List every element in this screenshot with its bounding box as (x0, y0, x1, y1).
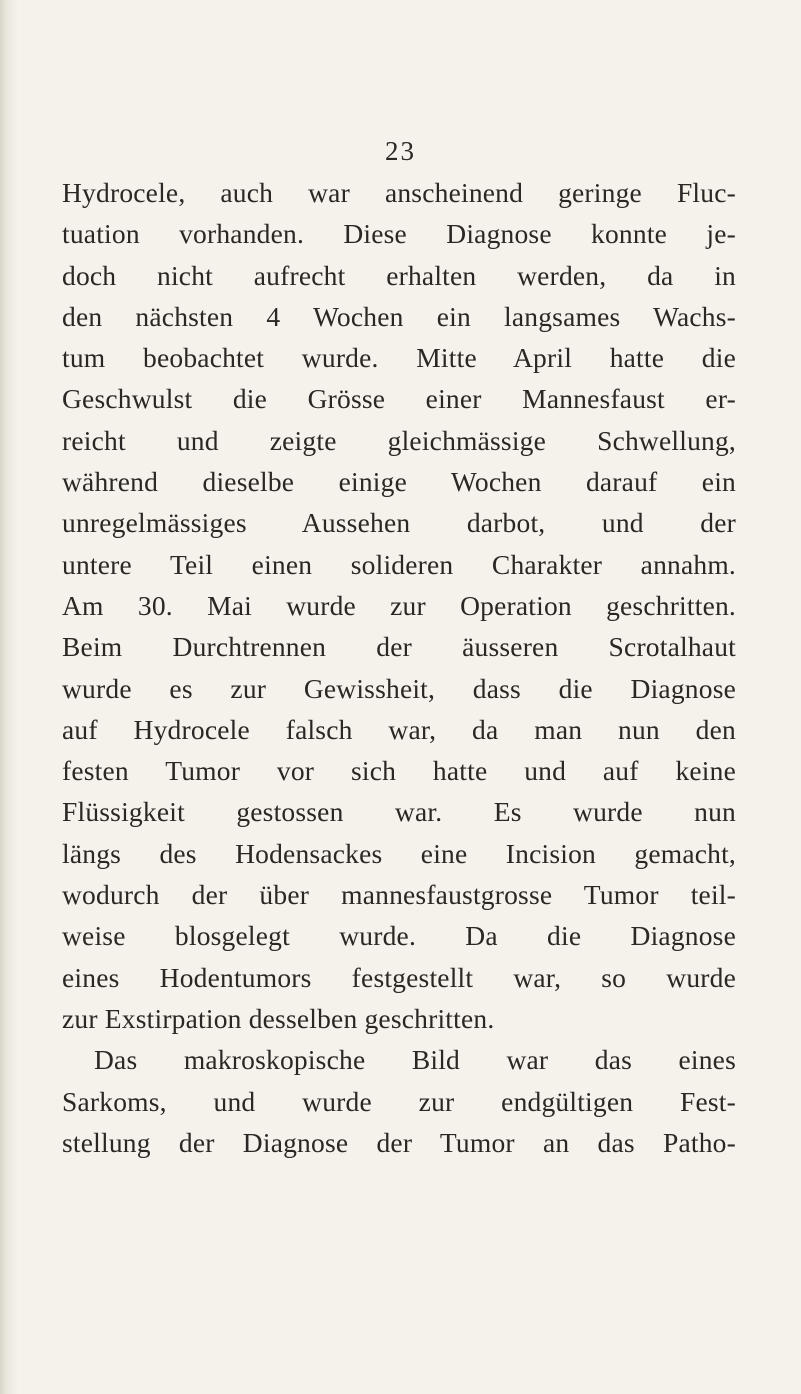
text-line: Beim Durchtrennen der äusseren Scrotalhaut (62, 631, 736, 663)
text-line: unregelmässiges Aussehen darbot, und der (62, 507, 736, 539)
text-line: eines Hodentumors festgestellt war, so wurde (62, 961, 736, 993)
text-line: zur Exstirpation desselben geschritten. (62, 1002, 495, 1034)
text-line: doch nicht aufrecht erhalten werden, da in (62, 259, 736, 291)
text-line: den nächsten 4 Wochen ein langsames Wachs- (62, 300, 736, 332)
text-line: weise blosgelegt wurde. Da die Diagnose (62, 920, 736, 952)
text-line: Sarkoms, und wurde zur endgültigen Fest- (62, 1085, 736, 1117)
text-line: wurde es zur Gewissheit, dass die Diagnose (62, 672, 736, 704)
text-line: tuation vorhanden. Diese Diagnose konnte je- (62, 218, 736, 250)
text-line: längs des Hodensackes eine Incision gemacht, (62, 837, 736, 869)
text-line: stellung der Diagnose der Tumor an das Patho- (62, 1126, 736, 1158)
text-line: wodurch der über mannesfaustgrosse Tumor teil- (62, 879, 736, 911)
text-line: untere Teil einen solideren Charakter annahm. (62, 548, 736, 580)
text-line: reicht und zeigte gleichmässige Schwellung, (62, 424, 736, 456)
text-line: Hydrocele, auch war anscheinend geringe Fluc- (62, 177, 736, 208)
page-edge-shadow (0, 0, 18, 1394)
text-line: Flüssigkeit gestossen war. Es wurde nun (62, 796, 736, 828)
text-line: Geschwulst die Grösse einer Mannesfaust er- (62, 383, 736, 415)
text-line: auf Hydrocele falsch war, da man nun den (62, 713, 736, 745)
text-line: Das makroskopische Bild war das eines (94, 1044, 736, 1076)
text-line: Am 30. Mai wurde zur Operation geschritten. (62, 589, 736, 621)
text-line: tum beobachtet wurde. Mitte April hatte die (62, 342, 736, 374)
text-line: während dieselbe einige Wochen darauf ein (62, 466, 736, 498)
page-number: 23 (385, 136, 416, 166)
body-text (62, 172, 736, 1163)
text-line: festen Tumor vor sich hatte und auf keine (62, 755, 736, 787)
